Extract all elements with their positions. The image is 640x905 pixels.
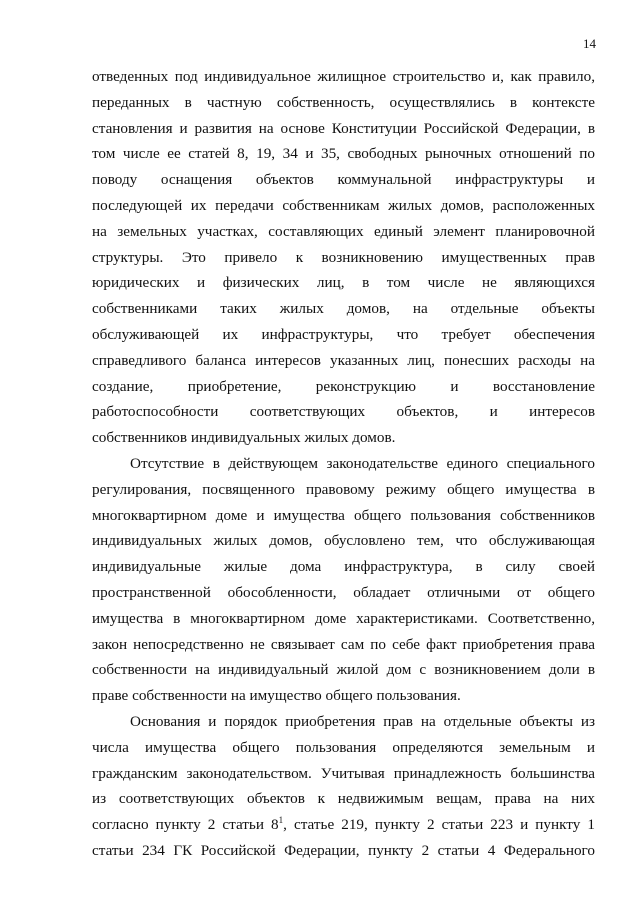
paragraph-line: на земельных участках, составляющих единый элемент планировочной bbox=[92, 222, 595, 240]
paragraph-line: собственниками таких жилых домов, на отдельные объекты bbox=[92, 300, 595, 318]
footnote-superscript: 1 bbox=[278, 815, 284, 826]
paragraph-line: юридических и физических лиц, в том числе не являющихся bbox=[92, 274, 595, 292]
paragraph-line: праве собственности на имущество общего пользования. bbox=[92, 687, 461, 705]
paragraph-2 bbox=[92, 451, 595, 709]
paragraph-line: последующей их передачи собственникам жилых домов, расположенных bbox=[92, 196, 595, 214]
paragraph-line: том числе ее статей 8, 19, 34 и 35, свободных рыночных отношений по bbox=[92, 145, 595, 163]
paragraph-line: многоквартирном доме и имущества общего пользования собственников bbox=[92, 506, 595, 524]
paragraph-line: закон непосредственно не связывает сам по себе факт приобретения права bbox=[92, 635, 595, 653]
document-body bbox=[92, 64, 595, 864]
paragraph-line: создание, приобретение, реконструкцию и восстановление bbox=[92, 377, 595, 395]
paragraph-1 bbox=[92, 64, 595, 451]
page-number: 14 bbox=[583, 36, 596, 51]
paragraph-line: числа имущества общего пользования определяются земельным и bbox=[92, 738, 595, 756]
paragraph-line: отведенных под индивидуальное жилищное строительство и, как правило, bbox=[92, 68, 595, 85]
paragraph-line: структуры. Это привело к возникновению имущественных прав bbox=[92, 248, 595, 266]
paragraph-line: становления и развития на основе Конституции Российской Федерации, в bbox=[92, 119, 595, 137]
paragraph-line: статьи 234 ГК Российской Федерации, пункту 2 статьи 4 Федерального bbox=[92, 841, 595, 859]
paragraph-line: работоспособности соответствующих объектов, и интересов bbox=[92, 403, 595, 421]
paragraph-line: из соответствующих объектов к недвижимым вещам, права на них bbox=[92, 790, 595, 808]
paragraph-line: имущества в многоквартирном доме характеристиками. Соответственно, bbox=[92, 609, 595, 627]
paragraph-line: обслуживающей их инфраструктуры, что требует обеспечения bbox=[92, 325, 595, 343]
paragraph-line: индивидуальных жилых домов, обусловлено тем, что обслуживающая bbox=[92, 532, 595, 550]
paragraph-line: Основания и порядок приобретения прав на отдельные объекты из bbox=[130, 712, 595, 730]
paragraph-line: Отсутствие в действующем законодательстве единого специального bbox=[130, 454, 595, 472]
paragraph-3 bbox=[92, 709, 595, 864]
paragraph-line: гражданским законодательством. Учитывая принадлежность большинства bbox=[92, 764, 595, 782]
paragraph-line: справедливого баланса интересов указанных лиц, понесших расходы на bbox=[92, 351, 595, 369]
paragraph-line: регулирования, посвященного правовому режиму общего имущества в bbox=[92, 480, 595, 498]
paragraph-line: индивидуальные жилые дома инфраструктура, в силу своей bbox=[92, 558, 595, 576]
paragraph-line: переданных в частную собственность, осуществлялись в контексте bbox=[92, 93, 595, 111]
paragraph-line: пространственной обособленности, обладает отличными от общего bbox=[92, 583, 595, 601]
paragraph-line: поводу оснащения объектов коммунальной инфраструктуры и bbox=[92, 171, 595, 189]
paragraph-line: собственности на индивидуальный жилой дом с возникновением доли в bbox=[92, 661, 595, 679]
paragraph-line: собственников индивидуальных жилых домов. bbox=[92, 429, 396, 447]
paragraph-line: согласно пункту 2 статьи $8^1$, статье 219, пункту 2 статьи 223 и пункту 1 bbox=[92, 815, 595, 834]
